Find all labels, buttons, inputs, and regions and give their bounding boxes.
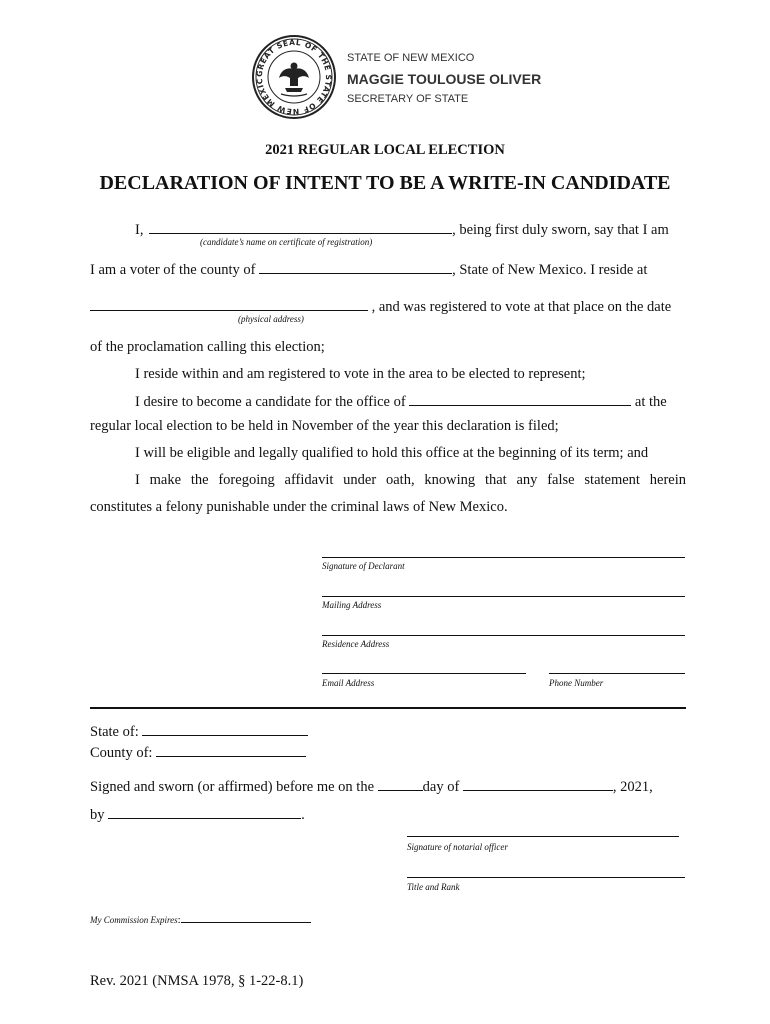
- declaration-text: , and was registered to vote at that place on the date: [371, 299, 672, 315]
- email-address-label: Email Address: [322, 678, 375, 688]
- sworn-text: day of: [422, 779, 460, 795]
- declaration-text: , State of New Mexico. I reside at: [452, 262, 648, 278]
- section-divider: [90, 707, 686, 709]
- form-title: DECLARATION OF INTENT TO BE A WRITE-IN CANDIDATE: [99, 172, 671, 194]
- declaration-line-3: [90, 297, 671, 316]
- title-rank-line[interactable]: [407, 877, 685, 878]
- state-seal: [251, 34, 337, 120]
- sworn-text: Signed and sworn (or affirmed) before me on the: [90, 779, 375, 795]
- county-label: County of:: [90, 745, 153, 761]
- state-field[interactable]: [142, 722, 308, 736]
- declaration-line-6: [135, 392, 667, 411]
- by-field[interactable]: [108, 805, 301, 819]
- commission-label: My Commission Expires: [90, 915, 178, 925]
- election-title: 2021 REGULAR LOCAL ELECTION: [265, 142, 505, 158]
- sworn-text: , 2021,: [612, 779, 653, 795]
- mailing-address-label: Mailing Address: [322, 600, 382, 610]
- residence-address-line[interactable]: [322, 635, 685, 636]
- title-rank-label: Title and Rank: [407, 882, 460, 892]
- commission-expires-field[interactable]: [181, 911, 311, 923]
- svg-text:GREAT SEAL OF THE STATE OF NEW: GREAT SEAL OF THE STATE OF NEW MEXIC: [254, 37, 334, 117]
- declaration-line-2: [90, 260, 647, 279]
- by-label: by: [90, 807, 105, 823]
- candidate-name-field[interactable]: [149, 220, 452, 234]
- notary-signature-label: Signature of notarial officer: [407, 842, 508, 852]
- mailing-address-line[interactable]: [322, 596, 685, 597]
- declaration-line-9: I make the foregoing affidavit under oath, knowing that any false statement herein: [135, 472, 686, 488]
- declaration-line-5: I reside within and am registered to vote in the area to be elected to represent;: [135, 366, 586, 382]
- phone-number-label: Phone Number: [549, 678, 604, 688]
- phone-number-line[interactable]: [549, 673, 685, 674]
- office-line: STATE OF NEW MEXICO: [347, 52, 475, 64]
- physical-address-caption: (physical address): [238, 314, 304, 324]
- office-sought-field[interactable]: [409, 392, 631, 406]
- officer-name: MAGGIE TOULOUSE OLIVER: [347, 71, 542, 87]
- declaration-text: at the: [634, 394, 667, 410]
- office-title: SECRETARY OF STATE: [347, 93, 469, 105]
- county-field[interactable]: [259, 260, 452, 274]
- by-end: .: [301, 807, 305, 823]
- notary-county-field[interactable]: [156, 743, 306, 757]
- declaration-text: I am a voter of the county of: [90, 262, 256, 278]
- sworn-day-field[interactable]: [378, 777, 423, 791]
- sworn-month-field[interactable]: [463, 777, 613, 791]
- declaration-text: I desire to become a candidate for the office of: [135, 394, 406, 410]
- commission-colon: :: [177, 914, 181, 926]
- state-label: State of:: [90, 724, 139, 740]
- declaration-line-7: regular local election to be held in November of the year this declaration is filed;: [90, 418, 559, 434]
- declaration-text: I,: [135, 222, 144, 238]
- footer-revision: Rev. 2021 (NMSA 1978, § 1-22-8.1): [90, 973, 304, 989]
- signature-line[interactable]: [322, 557, 685, 558]
- sworn-row: [90, 777, 653, 796]
- email-address-line[interactable]: [322, 673, 526, 674]
- by-row: [90, 805, 305, 824]
- signature-label: Signature of Declarant: [322, 561, 405, 571]
- physical-address-field[interactable]: [90, 297, 368, 311]
- declaration-line-10: constitutes a felony punishable under the criminal laws of New Mexico.: [90, 499, 508, 515]
- declaration-text: , being first duly sworn, say that I am: [452, 222, 669, 238]
- residence-address-label: Residence Address: [322, 639, 390, 649]
- declaration-line-4: of the proclamation calling this election;: [90, 339, 325, 355]
- notary-state-row: [90, 722, 308, 741]
- commission-row: [90, 910, 311, 928]
- candidate-name-caption: (candidate’s name on certificate of registration): [200, 237, 373, 247]
- declaration-line-8: I will be eligible and legally qualified to hold this office at the beginning of its term; and: [135, 445, 649, 461]
- notary-county-row: [90, 743, 306, 762]
- notary-signature-line[interactable]: [407, 836, 679, 837]
